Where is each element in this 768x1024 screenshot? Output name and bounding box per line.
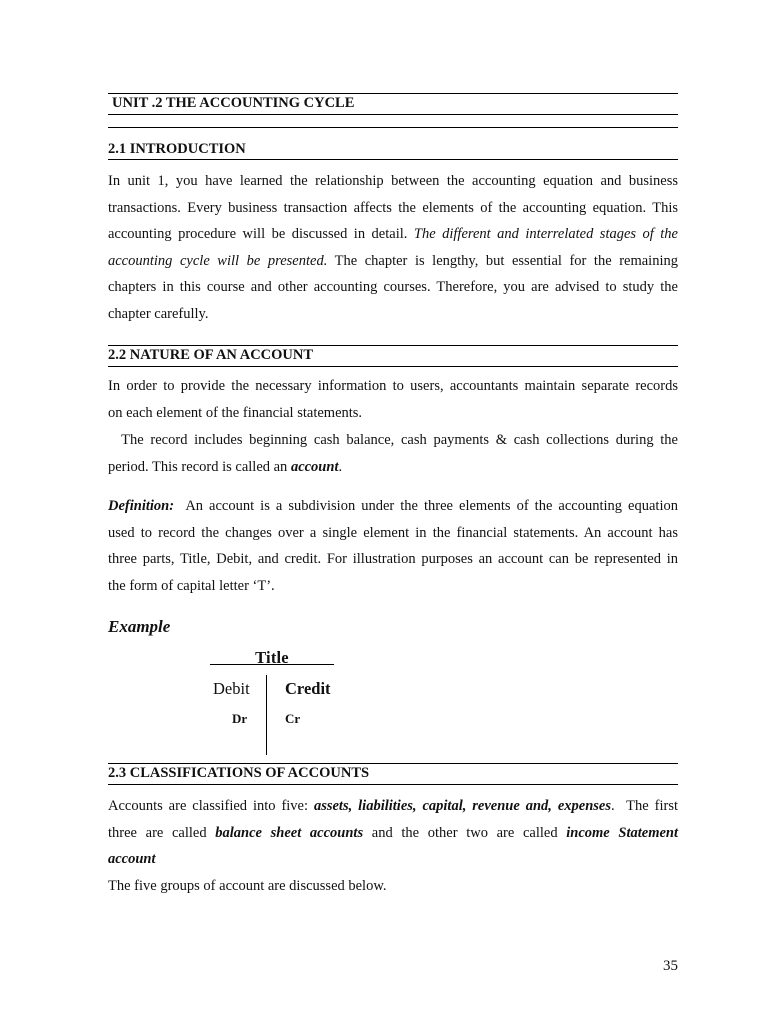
page-number: 35 <box>663 958 678 974</box>
nature-heading-top-rule <box>108 345 678 346</box>
intro-line: chapters in this course and other accounting courses. Therefore, you are advised to study the <box>108 279 678 296</box>
unit-title-bottom-rule <box>108 114 678 115</box>
t-account-cr: Cr <box>285 711 301 726</box>
balance-sheet-term: balance sheet accounts <box>215 824 364 841</box>
intro-line: transactions. Every business transaction affects the elements of the accounting equation. This <box>108 199 678 216</box>
unit-title: UNIT .2 THE ACCOUNTING CYCLE <box>112 95 355 111</box>
classifications-paragraph <box>108 793 678 873</box>
example-label: Example <box>108 617 171 636</box>
definition-line <box>108 493 678 520</box>
t-account-credit: Credit <box>285 679 331 698</box>
intro-emphasis: The different and interrelated stages of the <box>413 226 678 243</box>
nature-text: period. This record is called an <box>108 458 291 475</box>
t-account-vertical-line <box>266 675 267 755</box>
period: . <box>338 458 343 475</box>
nature-line: In order to provide the necessary information to users, accountants maintain separate records <box>108 378 678 394</box>
account-term: account <box>290 458 339 475</box>
intro-text: The chapter is lengthy, but essential for the remaining <box>327 252 678 269</box>
t-account-title: Title <box>255 648 289 667</box>
classifications-heading-top-rule <box>108 763 678 764</box>
intro-paragraph <box>108 168 678 328</box>
nature-heading: 2.2 NATURE OF AN ACCOUNT <box>108 347 314 363</box>
definition-line: the form of capital letter ‘T’. <box>108 577 275 594</box>
intro-line: In unit 1, you have learned the relationship between the accounting equation and business <box>108 173 678 189</box>
t-account-dr: Dr <box>232 711 248 726</box>
classifications-line <box>108 820 678 847</box>
classifications-text: . The first <box>610 798 679 814</box>
nature-line: The record includes beginning cash balance, cash payments & cash collections during the <box>108 432 678 448</box>
intro-heading-bottom-rule <box>108 159 678 160</box>
t-account-debit: Debit <box>213 679 250 698</box>
nature-line: on each element of the financial statements. <box>108 404 363 421</box>
classifications-closing <box>108 873 678 900</box>
classifications-text: Accounts are classified into five: <box>108 798 314 814</box>
definition-line: three parts, Title, Debit, and credit. For illustration purposes an account can be represented in <box>108 551 678 568</box>
account-types: assets, liabilities, capital, revenue and, expenses <box>313 798 611 814</box>
classifications-line: The five groups of account are discussed below. <box>108 878 387 894</box>
intro-line <box>108 248 678 275</box>
classifications-line <box>108 846 678 873</box>
definition-label: Definition: <box>108 498 175 514</box>
nature-paragraph-1 <box>108 373 678 426</box>
classifications-heading-bottom-rule <box>108 784 678 785</box>
account-term: account <box>108 851 156 868</box>
classifications-heading: 2.3 CLASSIFICATIONS OF ACCOUNTS <box>108 765 370 781</box>
nature-paragraph-2 <box>108 427 678 480</box>
intro-heading-top-rule <box>108 127 678 128</box>
definition-line: used to record the changes over a single element in the financial statements. An account has <box>108 524 678 541</box>
intro-text: accounting procedure will be discussed in detail. <box>108 226 414 243</box>
intro-heading: 2.1 INTRODUCTION <box>108 141 246 157</box>
unit-title-top-rule <box>108 93 678 94</box>
definition-text: An account is a subdivision under the three elements of the accounting equation <box>174 498 678 514</box>
classifications-text: three are called <box>108 824 216 841</box>
intro-line: chapter carefully. <box>108 305 209 322</box>
nature-heading-bottom-rule <box>108 366 678 367</box>
classifications-line <box>108 793 678 820</box>
nature-line <box>108 454 678 481</box>
t-account-top-line <box>210 664 334 665</box>
intro-emphasis: accounting cycle will be presented. <box>108 252 328 269</box>
definition-paragraph <box>108 493 678 599</box>
intro-line <box>108 221 678 248</box>
classifications-text: and the other two are called <box>363 824 567 841</box>
income-statement-term: income Statement <box>566 824 679 841</box>
